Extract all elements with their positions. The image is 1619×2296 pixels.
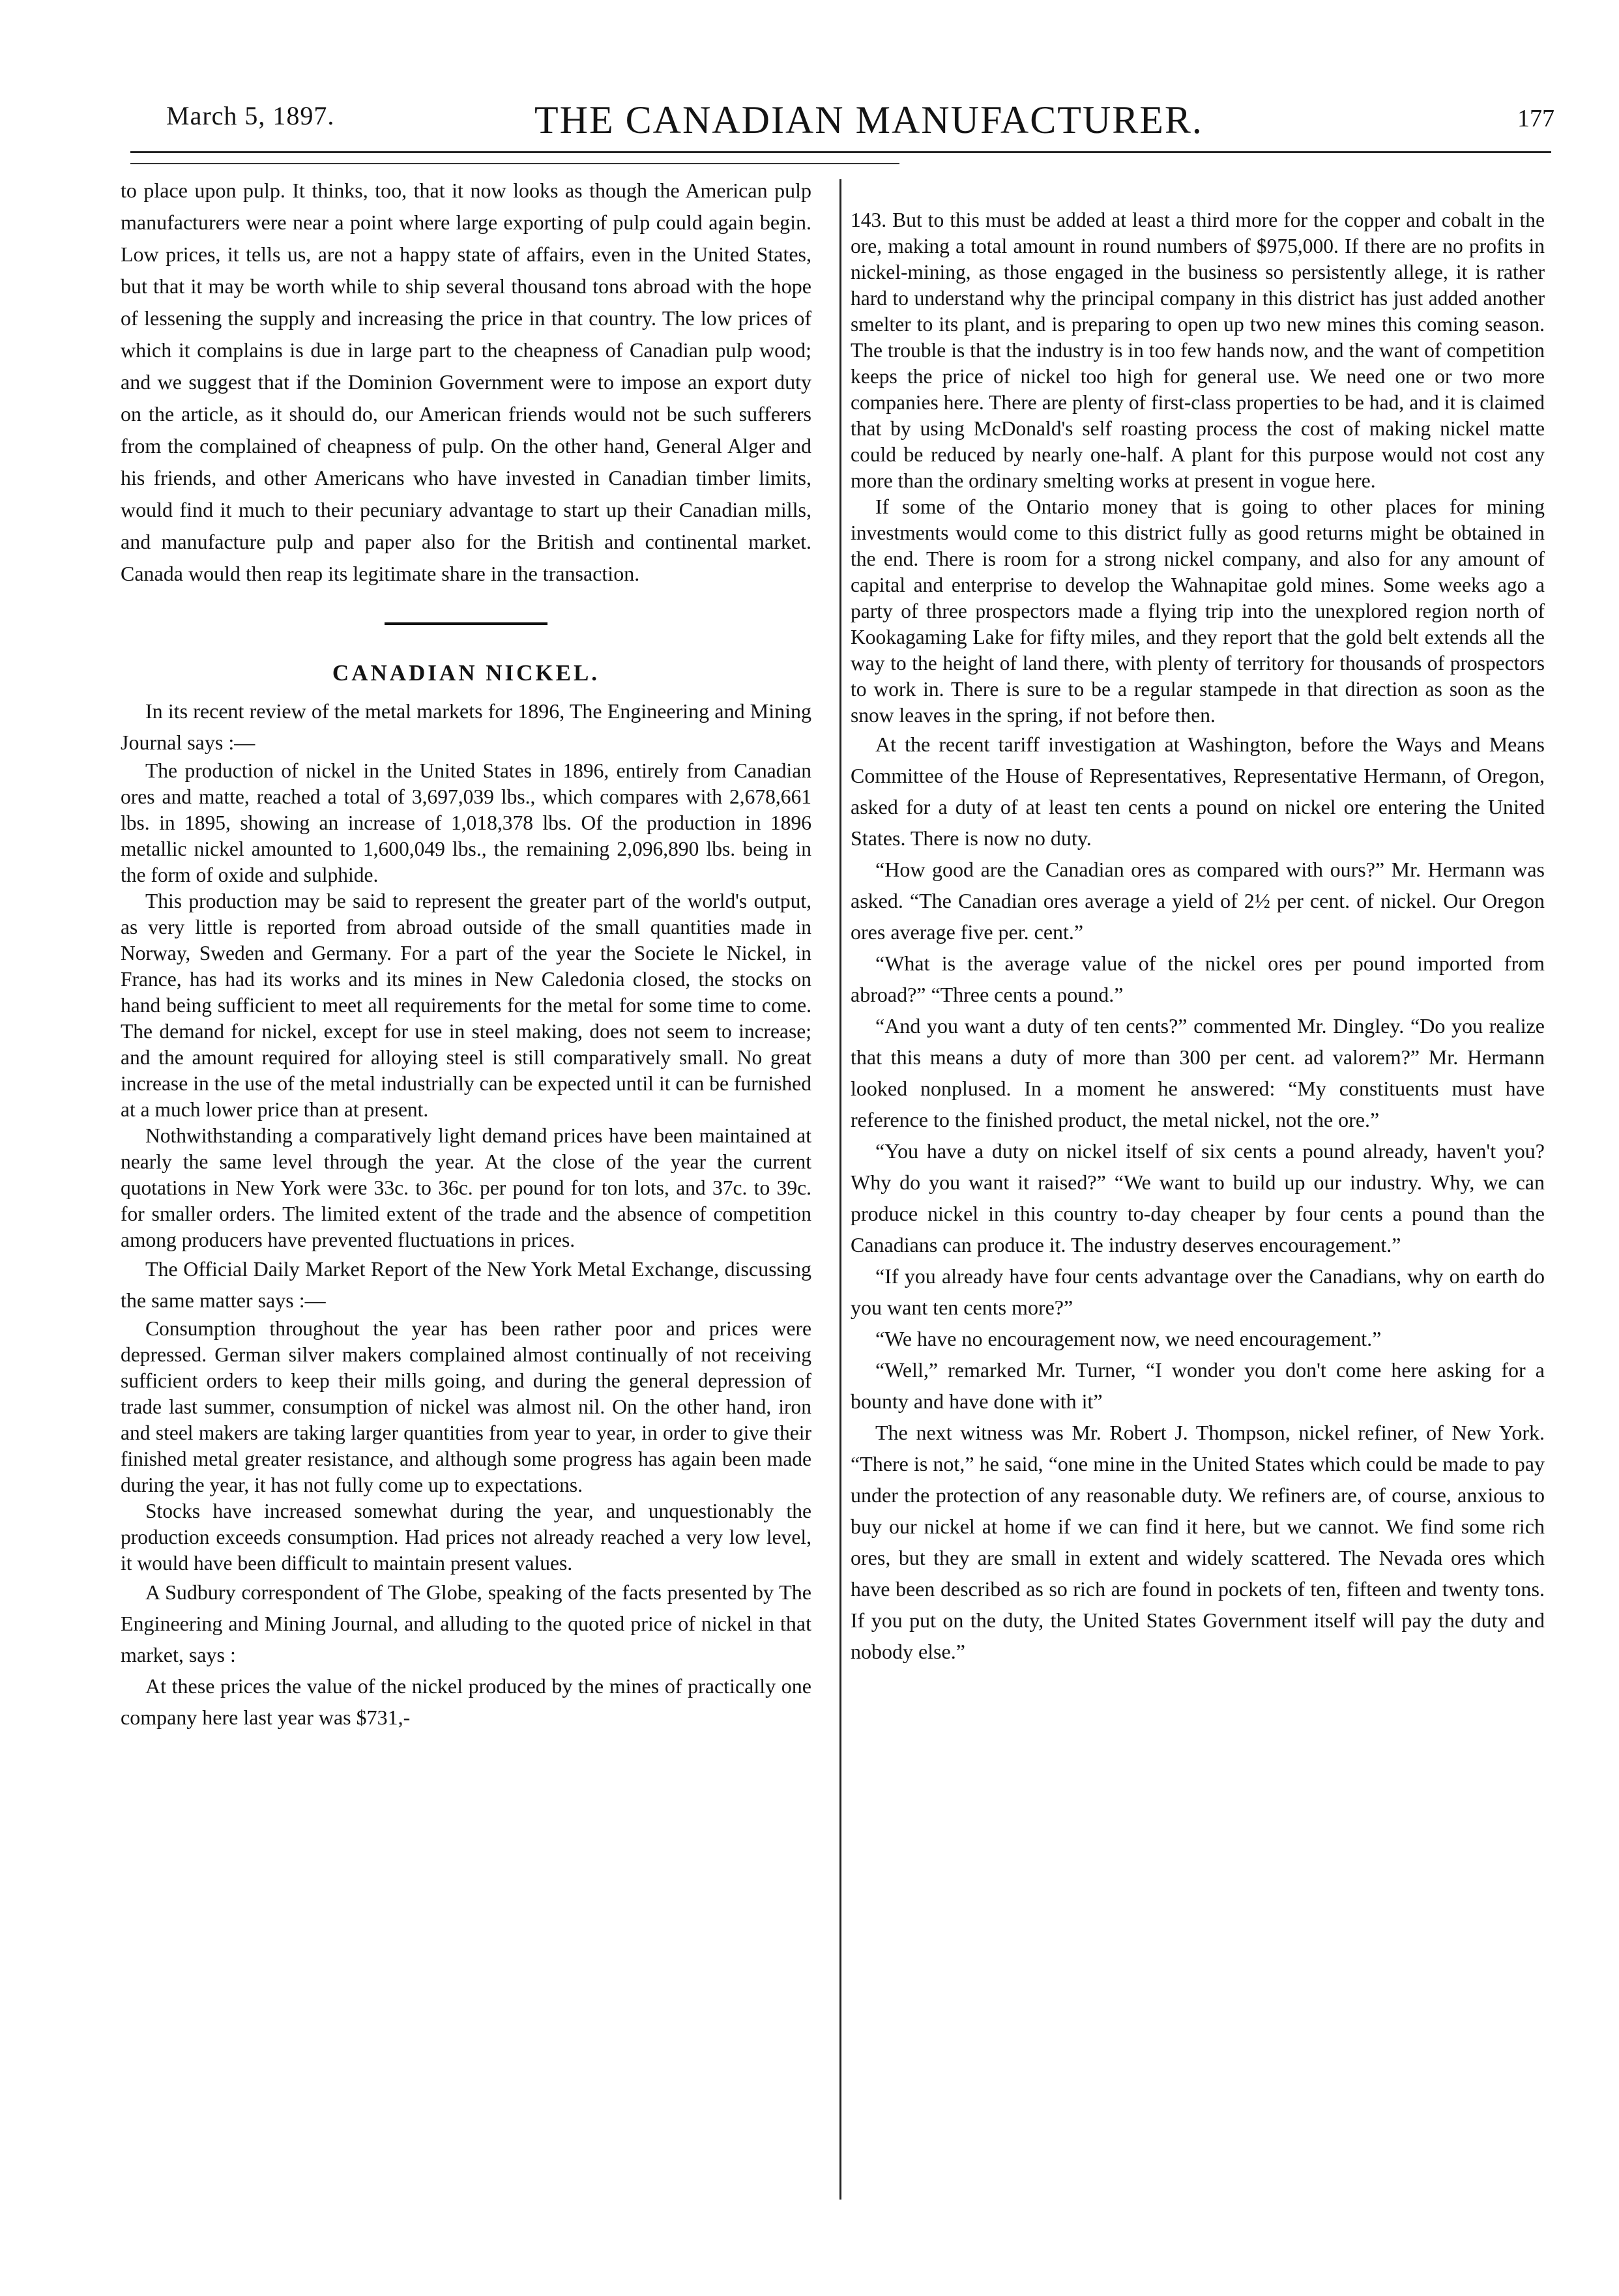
- nickel-paragraph-2: The production of nickel in the United States in 1896, entirely from Canadian ores and matte, reached a total of 3,697,039 lbs., which compares with 2,678,661 lbs. in 1895, showing an increase of 1,018,378 lbs. Of the production in 1896 metallic nickel amounted to 1,600,049 lbs., the remaining 2,096,890 lbs. being in the form of oxide and sulphide.: [121, 759, 811, 886]
- article-separator-rule: [385, 622, 547, 625]
- nickel-paragraph-12: At the recent tariff investigation at Washington, before the Ways and Means Committee of the House of Representatives, Representative Hermann, of Oregon, asked for a duty of at least ten cents a pound on nickel ore entering the United States. There is now no duty.: [851, 733, 1545, 850]
- nickel-paragraph-11: If some of the Ontario money that is going to other places for mining investments would come to this district fully as good returns might be obtained in the end. There is room for a strong nickel company, and also for any amount of capital and enterprise to develop the Wahnapitae gold mines. Some weeks ago a party of three prospectors made a flying trip into the unexplored region north of Kookagaming Lake for fifty miles, and they report that the gold belt extends all the way to the height of land there, with plenty of territory for thousands of prospectors to work in. There is sure to be a regular stampede in that direction as soon as the snow leaves in the spring, if not before then.: [851, 495, 1545, 727]
- header-rule-secondary: [130, 163, 899, 164]
- right-column: [851, 207, 1545, 1667]
- article-heading: CANADIAN NICKEL.: [332, 660, 600, 686]
- left-column: [121, 175, 811, 1733]
- nickel-paragraph-3: This production may be said to represent the greater part of the world's output, as very little is reported from abroad outside of the small quantities made in Norway, Sweden and Germany. For a part of the year the Societe le Nickel, in France, has had its works and its mines in New Caledonia closed, the stocks on hand being sufficient to meet all requirements for the metal for some time to come. The demand for nickel, except for use in steel making, does not seem to increase; and the amount required for alloying steel is still comparatively small. No great increase in the use of the metal industrially can be expected until it can be furnished at a much lower price than at present.: [121, 890, 811, 1121]
- nickel-paragraph-15: “And you want a duty of ten cents?” commented Mr. Dingley. “Do you realize that this means a duty of more than 300 per cent. ad valorem?” Mr. Hermann looked nonplused. In a moment he answered: “My constituents must have reference to the finished product, the metal nickel, not the ore.”: [851, 1014, 1545, 1131]
- nickel-paragraph-17: “If you already have four cents advantage over the Canadians, why on earth do you want ten cents more?”: [851, 1264, 1545, 1319]
- nickel-paragraph-7: Stocks have increased somewhat during the year, and unquestionably the production exceeds consumption. Had prices not already reached a very low level, it would have been difficult to maintain present values.: [121, 1500, 811, 1575]
- nickel-paragraph-16: “You have a duty on nickel itself of six cents a pound already, haven't you? Why do you want it raised?” “We want to build up our industry. Why, we can produce nickel in this country to-day cheaper by four cents a pound than the Canadians can produce it. The industry deserves encouragement.”: [851, 1139, 1545, 1257]
- nickel-paragraph-9: At these prices the value of the nickel produced by the mines of practically one company here last year was $731,-: [121, 1674, 811, 1729]
- nickel-paragraph-10: 143. But to this must be added at least a third more for the copper and cobalt in the ore, making a total amount in round numbers of $975,000. If there are no profits in nickel-mining, as those engaged in the business so persistently allege, it is rather hard to understand why the principal company in this district has just added another smelter to its plant, and is preparing to open up two new mines this coming season. The trouble is that the industry is in too few hands now, and the want of competition keeps the price of nickel too high for general use. We need one or two more companies here. There are plenty of first-class properties to be had, and it is claimed that by using McDonald's self roasting process the cost of making nickel matte could be reduced by nearly one-half. A plant for this purpose would not cost any more than the ordinary smelting works at present in vogue here.: [851, 209, 1545, 492]
- header-rule: [130, 151, 1551, 153]
- column-divider: [839, 179, 841, 2200]
- nickel-paragraph-20: The next witness was Mr. Robert J. Thompson, nickel refiner, of New York. “There is not,” he said, “one mine in the United States which could be made to pay under the protection of any reasonable duty. We refiners are, of course, anxious to buy our nickel at home if we can find it here, but we cannot. We find some rich ores, but they are small in extent and widely scattered. The Nevada ores which have been described as so rich are found in pockets of ten, fifteen and twenty tons. If you put on the duty, the United States Government itself will pay the duty and nobody else.”: [851, 1421, 1545, 1663]
- issue-date: March 5, 1897.: [166, 101, 335, 130]
- nickel-paragraph-18: “We have no encouragement now, we need encouragement.”: [875, 1327, 1382, 1350]
- nickel-paragraph-4: Nothwithstanding a comparatively light demand prices have been maintained at nearly the same level through the year. At the close of the year the current quotations in New York were 33c. to 36c. per pound for ton lots, and 37c. to 39c. for smaller orders. The limited extent of the trade and the absence of competition among producers have prevented fluctuations in prices.: [121, 1124, 811, 1251]
- nickel-paragraph-6: Consumption throughout the year has been rather poor and prices were depressed. German silver makers complained almost continually of not receiving sufficient orders to keep their mills going, and during the general depression of trade last summer, consumption of nickel was almost nil. On the other hand, iron and steel makers are taking larger quantities from year to year, in order to give their finished metal greater resistance, and although some progress has again been made during the year, it has not fully come up to expectations.: [121, 1317, 811, 1496]
- masthead: [166, 98, 1554, 150]
- nickel-paragraph-1: In its recent review of the metal markets for 1896, The Engineering and Mining Journal says :—: [121, 699, 811, 754]
- pulp-article-continuation: to place upon pulp. It thinks, too, that it now looks as though the American pulp manufacturers were near a point where large exporting of pulp could again begin. Low prices, it tells us, are not a happy state of affairs, even in the United States, but that it may be worth while to ship several thousand tons abroad with the hope of lessening the supply and increasing the price in that country. The low prices of which it complains is due in large part to the cheapness of Canadian pulp wood; and we suggest that if the Dominion Government were to impose an export duty on the article, as it should do, our American friends would not be such sufferers from the complained of cheapness of pulp. On the other hand, General Alger and his friends, and other Americans who have invested in Canadian timber limits, would find it much to their pecuniary advantage to start up their Canadian mills, and manufacture pulp and paper also for the British and continental market. Canada would then reap its legitimate share in the transaction.: [121, 179, 811, 585]
- nickel-paragraph-14: “What is the average value of the nickel ores per pound imported from abroad?” “Three cents a pound.”: [851, 952, 1545, 1006]
- page-number: 177: [1517, 105, 1554, 132]
- nickel-paragraph-5: The Official Daily Market Report of the New York Metal Exchange, discussing the same matter says :—: [121, 1257, 811, 1312]
- nickel-paragraph-19: “Well,” remarked Mr. Turner, “I wonder you don't come here asking for a bounty and have done with it”: [851, 1358, 1545, 1413]
- nickel-paragraph-13: “How good are the Canadian ores as compared with ours?” Mr. Hermann was asked. “The Canadian ores average a yield of 2½ per cent. of nickel. Our Oregon ores average five per. cent.”: [851, 858, 1545, 944]
- publication-title: THE CANADIAN MANUFACTURER.: [534, 98, 1203, 141]
- nickel-paragraph-8: A Sudbury correspondent of The Globe, speaking of the facts presented by The Engineering and Mining Journal, and alluding to the quoted price of nickel in that market, says :: [121, 1580, 811, 1666]
